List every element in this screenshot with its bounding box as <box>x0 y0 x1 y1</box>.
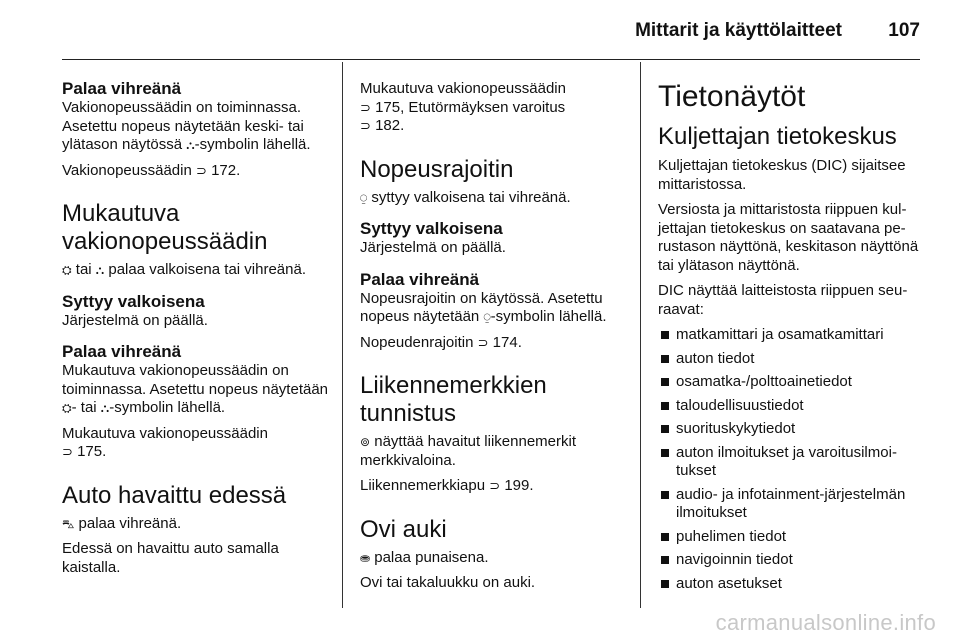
paragraph <box>62 162 330 181</box>
text: - tai <box>71 399 101 416</box>
traffic-sign-icon: ⊚ <box>360 435 371 449</box>
cruise-control-icon: ⛬ <box>100 401 110 415</box>
list-item <box>658 528 920 547</box>
list-item <box>658 551 920 570</box>
column-divider-2 <box>640 62 641 608</box>
list-item <box>658 575 920 594</box>
adaptive-cruise-icon: ⛭ <box>62 263 72 277</box>
text: syttyy valkoisena tai vihreänä. <box>367 188 571 206</box>
section-heading: Palaa vihreänä <box>360 269 480 289</box>
text: Mukautuva vakionopeussäädin <box>360 80 566 97</box>
paragraph <box>360 334 628 353</box>
list-item-text: matkamittari ja osamatkamittari <box>676 326 884 343</box>
page-reference: 199. <box>500 477 534 494</box>
watermark: carmanualsonline.info <box>715 610 936 635</box>
paragraph <box>62 425 330 462</box>
page-reference-arrow-icon: ⊃ <box>489 478 501 493</box>
page-reference: 174. <box>488 333 522 351</box>
text: 175, Etutörmäyksen varoitus <box>370 98 566 116</box>
column-divider-1 <box>342 62 343 608</box>
paragraph <box>62 99 330 155</box>
section-title: Mukautuva vakionopeussäädin <box>62 200 268 255</box>
page-reference-arrow-icon: ⊃ <box>477 334 489 350</box>
text: palaa punaisena. <box>370 548 489 566</box>
section-title: Ovi auki <box>360 515 447 543</box>
page-number: 107 <box>888 20 920 41</box>
paragraph: Järjestelmä on päällä. <box>62 311 208 329</box>
text: Vakionopeussäädin <box>62 161 196 179</box>
paragraph <box>360 549 628 568</box>
list-item-text: auton tiedot <box>676 349 755 367</box>
text: Mukautuva vakionopeussäädin <box>62 424 268 442</box>
paragraph <box>360 477 628 496</box>
chapter-title: Tietonäytöt <box>658 80 806 113</box>
page-header <box>0 0 960 62</box>
text: Nopeudenrajoitin <box>360 333 478 351</box>
column-2 <box>360 80 628 600</box>
list-item-text: auton asetukset <box>676 574 782 592</box>
column-3 <box>658 80 920 598</box>
section-heading: Syttyy valkoisena <box>62 291 205 311</box>
section-heading: Palaa vihreänä <box>62 342 182 361</box>
paragraph: DIC näyttää laitteistosta riippuen seuraavat: <box>658 282 908 318</box>
text: Vakionopeussäädin on toiminnassa. Asetettu nopeus näytetään keski- tai ylätason näytössä <box>62 99 304 153</box>
list-item <box>658 326 920 345</box>
list-item <box>658 350 920 369</box>
page-reference-arrow-icon: ⊃ <box>62 444 73 459</box>
list-item-text: osamatka-/polttoainetiedot <box>676 373 852 390</box>
section-title: Kuljettajan tietokeskus <box>658 123 897 150</box>
cruise-control-icon: ⛬ <box>186 138 195 152</box>
list-item <box>658 397 920 416</box>
paragraph: Versiosta ja mittaristosta riippuen kuljettajan tietokeskus on saatavana perustason näyttönä, keskitason näyttönä tai ylätason näyttönä. <box>658 201 919 274</box>
paragraph: Edessä on havaittu auto samalla kaistalla. <box>62 540 279 576</box>
dic-feature-list <box>658 326 920 593</box>
text: -symbolin lähellä. <box>194 136 311 153</box>
bullet-square-icon <box>661 556 669 564</box>
page-reference-arrow-icon: ⊃ <box>360 118 371 133</box>
adaptive-cruise-icon: ⛭ <box>62 401 72 415</box>
page-reference-arrow-icon: ⊃ <box>196 162 207 178</box>
bullet-square-icon <box>661 449 669 457</box>
text: palaa valkoisena tai vihreänä. <box>104 261 306 278</box>
list-item <box>658 444 920 481</box>
bullet-square-icon <box>661 533 669 541</box>
text: Liikennemerkkiapu <box>360 477 490 494</box>
section-title: Nopeusrajoitin <box>360 155 514 183</box>
cruise-control-icon: ⛬ <box>95 263 105 277</box>
list-item-text: suorituskykytiedot <box>676 420 796 437</box>
page-reference: 175. <box>72 443 107 460</box>
list-item-text: auton ilmoitukset ja varoitusilmoitukset <box>676 443 897 479</box>
text: Mukautuva vakionopeussäädin on toiminnassa. Asetettu nopeus näytetään <box>62 362 329 398</box>
paragraph <box>360 433 628 470</box>
bullet-square-icon <box>661 378 669 386</box>
page-reference-arrow-icon: ⊃ <box>360 99 371 115</box>
paragraph <box>62 362 330 418</box>
paragraph: Järjestelmä on päällä. <box>360 239 506 256</box>
paragraph <box>62 261 330 280</box>
bullet-square-icon <box>661 331 669 339</box>
section-heading: Palaa vihreänä <box>62 79 182 98</box>
column-1 <box>62 80 330 584</box>
door-open-icon: ⛂ <box>360 550 371 565</box>
paragraph: Ovi tai takaluukku on auki. <box>360 574 536 591</box>
page-reference: 182. <box>370 117 405 134</box>
list-item-text: audio- ja infotainment-järjestelmän ilmoitukset <box>676 485 906 521</box>
text: näyttää havaitut liikennemerkit merkkivaloina. <box>360 433 577 469</box>
section-title: Liikennemerkkien tunnistus <box>360 372 547 427</box>
header-title: Mittarit ja käyttölaitteet <box>635 20 842 41</box>
paragraph <box>62 515 330 534</box>
bullet-square-icon <box>661 491 669 499</box>
bullet-square-icon <box>661 355 669 363</box>
section-heading: Syttyy valkoisena <box>360 219 503 238</box>
bullet-square-icon <box>661 580 669 588</box>
bullet-square-icon <box>661 425 669 433</box>
text: palaa vihreänä. <box>74 514 182 532</box>
text: -symbolin lähellä. <box>109 399 226 416</box>
speed-limiter-icon: ⍜ <box>360 190 368 205</box>
list-item-text: navigoinnin tiedot <box>676 551 793 568</box>
text: tai <box>71 261 96 278</box>
page-reference: 172. <box>206 161 241 179</box>
car-ahead-icon: ⛍ <box>62 516 75 531</box>
speed-limiter-icon: ⍜ <box>483 310 491 324</box>
list-item <box>658 373 920 392</box>
bullet-square-icon <box>661 402 669 410</box>
list-item <box>658 486 920 523</box>
text: -symbolin lähellä. <box>490 308 607 325</box>
text: Nopeusrajoitin on käytössä. Asetettu nopeus näytetään <box>360 289 603 325</box>
list-item-text: puhelimen tiedot <box>676 527 787 545</box>
header-divider <box>62 59 920 60</box>
paragraph <box>360 189 628 208</box>
list-item <box>658 420 920 439</box>
section-title: Auto havaittu edessä <box>62 481 287 509</box>
list-item-text: taloudellisuustiedot <box>676 396 804 414</box>
paragraph <box>360 80 628 136</box>
paragraph: Kuljettajan tietokeskus (DIC) sijaitsee mittaristossa. <box>658 157 906 193</box>
paragraph <box>360 290 628 327</box>
